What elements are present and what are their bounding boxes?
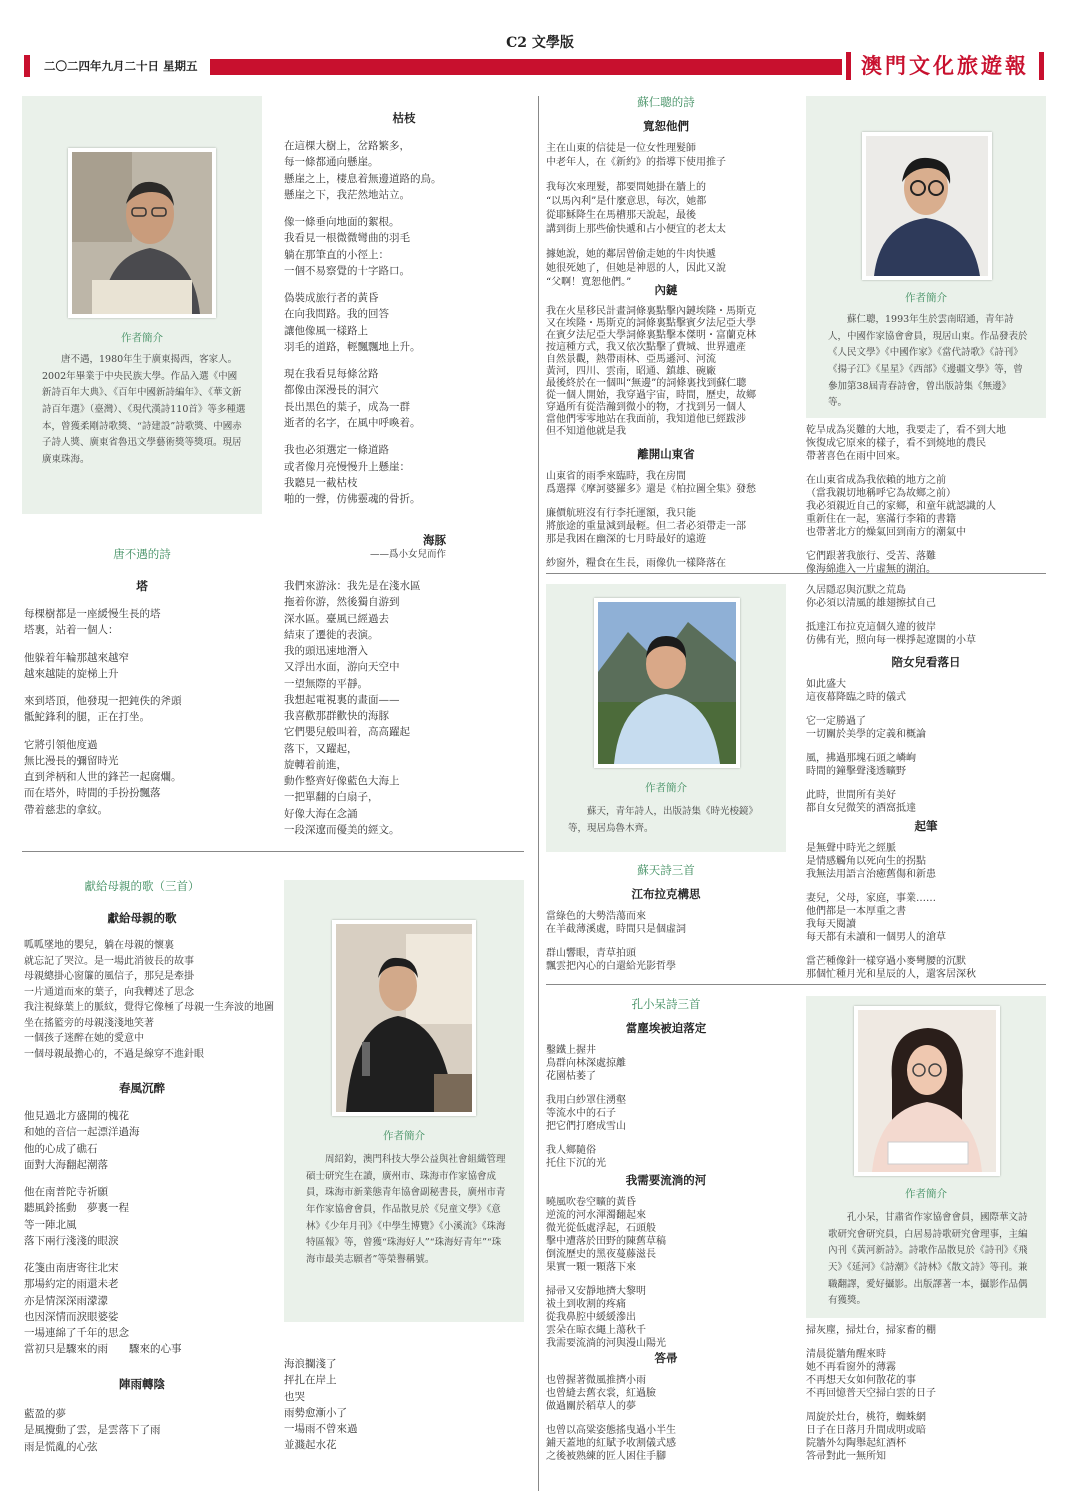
poem-line: 一個孩子迷醉在她的愛意中 [24, 1033, 144, 1044]
poem-line: 是風攪動了雲，是雲落下了雨 [24, 1424, 161, 1437]
poem-line: 帶着慈悲的拿紋。 [24, 803, 108, 816]
poem-line: 來到塔頂，他發現一把鈍佚的斧頭 [24, 695, 182, 708]
bio-title: 作者簡介 [121, 332, 163, 344]
poem-line: 鋪天蓋地的紅賦予收割儀式感 [546, 1438, 676, 1449]
poem-line: 廉價航班沒有行李托運額，我只能 [546, 508, 696, 519]
poem-body [546, 1044, 796, 1170]
poem-line: 她不再看窗外的薄霧 [806, 1362, 896, 1373]
poem-line: 不再想天女如何散花的事 [806, 1375, 916, 1386]
poem-line: 當芒種像針一樣穿過小麥彎腰的沉默 [806, 956, 966, 967]
author-panel-zhou [284, 880, 524, 1322]
date-line: 二〇二四年九月二十日 星期五 [24, 55, 210, 77]
poem-line: 我用白紗罩住湧壑 [546, 1095, 626, 1106]
poem-line: 但不知道他就是我 [546, 426, 626, 437]
poem-line: 抨扎在岸上 [284, 1374, 337, 1387]
poem-line: 做過關於稻草人的夢 [546, 1401, 636, 1412]
poem-line: 等一陣北風 [24, 1218, 77, 1231]
poem-line: 托住下沉的光 [546, 1158, 606, 1169]
column-divider [538, 96, 539, 1491]
poem-body [546, 142, 796, 290]
poem-line: 結束了遷徙的表演。 [284, 628, 379, 641]
poem-line: 都像由深漫長的洞穴 [284, 384, 379, 397]
poem-line: 深水區。臺風已經過去 [284, 612, 389, 625]
poem-line: 越來越陡的旋梯上升 [24, 667, 119, 680]
poem-line: 它一定勝過了 [806, 716, 866, 727]
poem-line: 就忘記了哭泣。是一場此消彼長的故事 [24, 955, 194, 967]
poem-line: 一場連綿了千年的思念 [24, 1327, 129, 1340]
poem-line: 在羊截薄溪處，時間只是個虛詞 [546, 924, 686, 935]
poem-line: 是無聲中時光之經脈 [806, 843, 896, 854]
poem-line: 從耶穌降生在馬槽那天說起，最後 [546, 210, 696, 221]
poem-line: 藍盈的夢 [24, 1408, 66, 1420]
poem-line: 掃帚又安靜地擠大黎明 [546, 1286, 646, 1297]
poem-line: 從一個人開始，我穿過宇宙，時間，歷史，故鄉 [546, 390, 756, 401]
poem-line: 雨是慌亂的心弦 [24, 1440, 98, 1453]
poem-line: 我無法用語言治癒舊傷和新患 [806, 869, 936, 880]
poem-line: 塔裏，站着一個人： [24, 624, 119, 637]
author-bio: 周紹鈞，澳門科技大學公益與社會組織管理碩士研究生在讀，廣州市、珠海市作家協會成員，珠海市新業態青年協會副秘書長，廣州市青年作家協會會員，作品散見於《兒童文學》《意林》《少年月刊》《中學生博覽》《小溪流》《珠海特區報》等，曾獲“珠海好人”“珠海好青年”“珠海市最美志願者”等榮譽稱號。 [306, 1154, 506, 1265]
poem-line: 一個不易察覺的十字路口。 [284, 264, 410, 277]
author-bio: 唐不遇，1980年生于廣東揭西，客家人。2002年畢業于中央民族大學。作品入選《中國新詩百年大典》、《百年中國新詩編年》、《華文新詩百年選》（臺灣）、《現代漢詩110首》等多種選本，曾獲柔剛詩歌獎、“詩建設”詩歌獎、中國赤子詩人獎、廣東省魯迅文學藝術獎等獎項。現居廣東珠海。 [42, 354, 246, 465]
poem-line: 把它們打磨成雪山 [546, 1121, 626, 1132]
poem-title: 春風沉醉 [119, 1081, 165, 1095]
poem-line: 久居隱忍與沉默之荒島 [806, 585, 906, 596]
poem-body [24, 938, 274, 1062]
poem-body [284, 1356, 524, 1454]
poem-line: 我必須親近自己的家鄉，和童年就認識的人 [806, 501, 996, 512]
poem-body [24, 606, 264, 818]
header-rule [210, 59, 842, 75]
poem-title: 我需要流淌的河 [625, 1173, 707, 1187]
author-photo [862, 132, 992, 280]
poem-line: 我在火星移民計畫詞條裏點擊內鏈埃隆・馬斯克 [546, 306, 756, 317]
poem-line: 當他們零零地站在我面前，我知道他已經跋涉 [546, 414, 746, 425]
poem-line: 它們嬰兒般叫着，高高躍起 [284, 726, 410, 739]
poem-line: 母親總掛心窗簾的風信子，那兒是牽掛 [24, 971, 194, 982]
row-divider [546, 984, 1046, 985]
poem-line: 一片通道而來的葉子，向我轉述了思念 [24, 986, 194, 998]
poem-line: 爲選擇《摩訶婆羅多》還是《柏拉圖全集》發愁 [546, 484, 756, 495]
poem-line: 這夜幕降臨之時的儀式 [806, 692, 906, 703]
poem-line: 掃灰塵，掃灶台，掃家畜的棚 [806, 1325, 936, 1336]
poem-line: 講到街上那些偷快遞和占小便宜的老太太 [546, 224, 726, 235]
poem-line: 恢復成它原來的樣子，看不到燒地的農民 [806, 438, 986, 449]
poem-line: 將旅途的重量減到最輕。但二者必須帶走一部 [546, 521, 746, 532]
poem-line: 在山東省成為我依賴的地方之前 [806, 475, 946, 486]
poem-line: 旋轉着前進， [284, 758, 347, 771]
poem-line: 風，拂過那塊石頭之嶙峋 [806, 753, 916, 764]
poem-line: 躺在那筆直的小徑上： [284, 248, 389, 261]
poem-line: 落下，又躍起， [284, 742, 358, 755]
poem-line: 我聽見一截枯枝 [284, 476, 358, 489]
poem-line: 按這種方式，我又依次點擊了費城、世界遺產 [546, 342, 746, 353]
poem-line: 鳥群向林深處掠離 [546, 1058, 626, 1069]
poem-line: 拖着你游，然後獨自游到 [284, 596, 400, 609]
poem-line: 帶著喜色在雨中回來。 [806, 451, 906, 462]
author-bio: 蘇仁聰，1993年生於雲南昭通，青年詩人，中國作家協會會員，現居山東。作品發表於《人民文學》《中國作家》《當代詩歌》《詩刊》《揚子江》《星星》《西部》《邊疆文學》等，曾參加第38屆青春詩會，曾出版詩集《無邊》等。 [828, 314, 1028, 409]
author-panel-kong [806, 996, 1046, 1318]
poem-line: 羽毛的道路，輕飄飄地上升。 [284, 340, 421, 353]
poem-line: 曉風吹卷空曠的黃昏 [546, 1197, 636, 1208]
poem-line: 我喜歡那群歡快的海豚 [284, 710, 389, 723]
poem-line: 花箋由南唐寄往北宋 [24, 1262, 119, 1275]
poem-line: 那個忙種月光和星辰的人，還客居深秋 [806, 969, 976, 980]
poem-line: 當初只是驟來的雨 驟來的心事 [24, 1343, 182, 1356]
bio-title: 作者簡介 [383, 1130, 425, 1142]
bio-title: 作者簡介 [905, 292, 947, 304]
poem-line: 妻兒，父母，家庭，事業…… [806, 893, 936, 904]
poem-line: 據她說，她的鄰居曾偷走她的牛肉快遞 [546, 249, 716, 260]
poem-title: 塔 [136, 579, 148, 593]
poem-line: 海浪攔淺了 [284, 1358, 337, 1370]
poem-line: 最後終於在一個叫“無邊”的詞條裏找到蘇仁聰 [546, 378, 747, 389]
poem-line: 不再回憶普天空掃白雲的日子 [806, 1388, 936, 1399]
portrait-illustration [336, 924, 472, 1112]
poem-line: 他在南普陀寺祈願 [24, 1186, 108, 1199]
author-bio: 蘇天，青年詩人，出版詩集《時光梭鏡》等，現居烏魯木齊。 [568, 806, 759, 834]
poem-line: 自然景觀，熱帶雨林、亞馬遜河、河流 [546, 354, 716, 365]
poem-line: 那場約定的雨還未老 [24, 1278, 119, 1291]
poem-line: 也曾以高粱姿態搖曳過小半生 [546, 1425, 676, 1436]
poem-line: 祓土到收割的疼痛 [546, 1299, 626, 1310]
poem-line: 我也必須選定一條道路 [284, 444, 389, 457]
section-title: 唐不遇的詩 [113, 547, 171, 561]
poem-title: 當塵埃被迫落定 [625, 1021, 707, 1035]
poem-line: 紗窗外，糧食在生長，雨像仇一樣降落在 [546, 558, 726, 569]
poem-line: 他們都是一本厚重之書 [806, 906, 906, 917]
poem-body [546, 470, 796, 570]
poem-line: 又在埃隆・馬斯克的詞條裏點擊賓夕法尼亞大學 [546, 318, 756, 329]
author-photo [594, 598, 740, 768]
poem-line: “父啊！寬恕他們。” [546, 277, 632, 288]
poem-line: 穿過所有從浩瀚到微小的物，才找到另一個人 [546, 402, 746, 413]
poem-line: 在向我問路。我的回答 [284, 308, 389, 321]
poem-line: 鑿鐵上握井 [546, 1045, 596, 1056]
poem-line: 當綠色的大勢浩蕩而來 [546, 911, 646, 922]
poem-line: 每一條都通向懸崖。 [284, 156, 379, 169]
poem-line: 院牆外勾陶舉起紅酒杯 [806, 1438, 906, 1449]
poem-line: 每天都有未讀和一個男人的滄草 [806, 932, 946, 943]
poem-line: 中老年人，在《新約》的指導下使用推子 [546, 157, 726, 168]
poem-line: 現在我看見每條岔路 [284, 368, 379, 381]
poem-line: 微光從低處浮起，石頭般 [546, 1223, 656, 1234]
poem-line: 山東省的雨季來臨時，我在房間 [546, 471, 686, 482]
poem-title: 起筆 [914, 819, 938, 833]
poem-body [546, 306, 796, 438]
poem-line: 懸崖之上，棲息着無邊道路的鳥。 [284, 172, 442, 185]
poem-title: 離開山東省 [637, 447, 695, 461]
poem-line: 我看見一根微微彎曲的羽毛 [284, 232, 410, 245]
poem-line: 我們來游泳：我先是在淺水區 [284, 580, 421, 592]
poem-line: 都自女兒微笑的酒窩抵達 [806, 803, 916, 814]
poem-body [806, 842, 1056, 981]
author-panel-tang [22, 96, 262, 514]
poem-line: 日子在日落月升間成明或暗 [806, 1425, 926, 1436]
author-panel-sutian [546, 584, 786, 852]
poem-line: 長出黑色的葉子，成為一群 [284, 400, 410, 413]
poem-body [24, 1108, 274, 1358]
poem-body [806, 584, 1056, 647]
poem-line: 直到斧柄和人世的鋒芒一起腐爛。 [24, 771, 182, 784]
poem-line: 也曾握著微風推擠小雨 [546, 1375, 646, 1386]
poem-line: 黃河，四川、雲南，昭通、鎮雄、碗廠 [546, 366, 716, 377]
poem-line: 而在塔外，時間的手扮扮飄落 [24, 787, 161, 800]
poem-line: 像一條垂向地面的絮根。 [284, 216, 400, 229]
poem-line: 飄雲把內心的白還給光影哲學 [546, 961, 676, 972]
poem-line: 從我鼻腔中緩緩滲出 [546, 1312, 636, 1323]
poem-line: 一場雨不曾來過 [284, 1423, 358, 1436]
poem-line: 我需要流淌的河與漫山陽光 [546, 1338, 666, 1349]
poem-line: 逆流的河水渾濁翻起來 [546, 1210, 646, 1221]
poem-line: 周旋於灶台，桃符，蜘蛛網 [806, 1412, 926, 1423]
poem-line: 也帶著北方的燥氣回到南方的潮氣中 [806, 527, 966, 538]
poem-line: 好像大海在念誦 [284, 807, 358, 820]
poem-title: 海豚 [423, 533, 446, 547]
poem-line: 如此盛大 [806, 679, 846, 690]
poem-line: （當我親切地稱呼它為故鄉之前） [806, 488, 956, 499]
poem-line: 我人鄉隨俗 [546, 1145, 596, 1156]
poem-line: 我的頭迅速地潛入 [284, 645, 368, 658]
section-title: 蘇仁聰的詩 [637, 95, 695, 109]
poem-line: 像海綿進入一片虛無的湖泊。 [806, 564, 936, 575]
poem-body [24, 1406, 274, 1455]
poem-line: 一望無際的平靜。 [284, 677, 368, 690]
poem-body [806, 1324, 1056, 1463]
poem-title: 陣雨轉陰 [119, 1377, 165, 1391]
poem-line: 群山響眼，青草拍頭 [546, 948, 636, 959]
poem-line: 逝者的名字，在風中呼喚着。 [284, 416, 421, 429]
author-bio: 孔小呆，甘肅省作家協會會員，國際華文詩歌研究會研究員，白居易詩歌研究會理事，主編內刊《黃河新詩》。詩歌作品散見於《詩刊》《飛天》《延河》《詩潮》《詩林》《散文詩》等刊。兼職翻譯，愛好攝影。出版譯著一本，攝影作品偶有獲獎。 [828, 1212, 1028, 1307]
poem-line: 偽裝成旅行者的黃昏 [284, 292, 379, 305]
poem-line: 也哭 [284, 1390, 305, 1403]
author-photo [332, 920, 476, 1116]
poem-line: 並濺起水花 [284, 1439, 337, 1452]
poem-line: 清晨從牆角醒來時 [806, 1349, 886, 1360]
poem-title: 獻給母親的歌 [107, 911, 177, 925]
poem-title: 枯枝 [392, 111, 416, 125]
poem-title: 陪女兒看落日 [891, 655, 961, 669]
poem-body [284, 578, 524, 838]
poem-line: 我每天閱讀 [806, 919, 856, 930]
poem-line: 亦是情深深雨濛濛 [24, 1294, 108, 1307]
poem-line: 在這棵大樹上，岔路繁多， [284, 140, 410, 152]
poem-line: 倒流歷史的黑夜蔓藤滋長 [546, 1249, 656, 1260]
poem-line: 我每次來理髮，都要問她掛在牆上的 [546, 182, 706, 193]
poem-line: 仿佛有光，照向每一棵掙起遼闊的小草 [806, 635, 976, 646]
poem-line: 是情感觸角以死向生的拐點 [806, 856, 926, 867]
newspaper-logo: 澳門文化旅遊報 [846, 52, 1044, 80]
poem-line: 乾旱成為災難的大地，我要走了，看不到大地 [806, 425, 1006, 436]
poem-line: 啪的一聲，仿佛靈魂的骨折。 [284, 493, 421, 506]
poem-line: 花園枯萎了 [546, 1071, 596, 1082]
section-title: 獻給母親的歌（三首） [84, 879, 200, 893]
poem-line: 呱呱墜地的嬰兒，躺在母親的懷裏 [24, 940, 174, 951]
portrait-illustration [858, 1010, 996, 1172]
bio-title: 作者簡介 [645, 782, 687, 794]
poem-line: 讓他像風一樣路上 [284, 324, 368, 337]
poem-line: 坐在搖籃旁的母親淺淺地笑著 [24, 1017, 154, 1029]
poem-line: “以馬內利”是什麼意思，每次，她都 [546, 196, 707, 207]
portrait-illustration [598, 602, 736, 764]
poem-line: 一段深遼而優美的經文。 [284, 823, 400, 836]
poem-body [546, 910, 796, 973]
poem-line: 骶鮀鋒利的腿，正在打坐。 [24, 711, 150, 724]
poem-body [806, 678, 1056, 815]
poem-line: 她很死她了，但她是神恩的人，因此又說 [546, 263, 726, 274]
poem-line: 落下兩行淺淺的眼淚 [24, 1234, 119, 1247]
poem-line: 之後被熟練的匠人困住手腳 [546, 1451, 666, 1462]
poem-line: 抵達江布拉克這個久違的彼岸 [806, 622, 936, 633]
poem-subtitle: ——爲小女兒而作 [369, 549, 446, 560]
poem-line: 也因深情而淚眼婆娑 [24, 1310, 119, 1323]
poem-line: 等流水中的石子 [546, 1108, 616, 1119]
poem-line: 他躲着年輪那越來越窄 [24, 651, 129, 664]
poem-title: 內鏈 [654, 283, 678, 297]
poem-line: 也曾縫去舊衣裳，紅過臉 [546, 1388, 656, 1399]
poem-line: 聽風鈴搖動 夢裏一程 [24, 1202, 129, 1215]
poem-line: 無比漫長的彌留時光 [24, 754, 119, 767]
poem-line: 又浮出水面，游向天空中 [284, 661, 400, 674]
poem-line: 雲朵在晾衣繩上蕩秋千 [546, 1325, 646, 1336]
poem-line: 在賓夕法尼亞大學詞條裏點擊本傑明・富蘭克林 [546, 330, 756, 341]
poem-body [806, 424, 1056, 576]
section-title: 孔小呆詩三首 [631, 997, 701, 1011]
poem-title: 答帚 [654, 1351, 678, 1365]
poem-line: 或者像月亮慢慢升上懸崖： [284, 460, 410, 473]
portrait-illustration [866, 136, 988, 276]
poem-title: 寬恕他們 [643, 119, 689, 133]
poem-body [546, 1374, 796, 1463]
poem-title: 江布拉克構思 [631, 887, 701, 901]
poem-line: 懸崖之下，我茫然地站立。 [284, 188, 410, 201]
poem-line: 此時，世間所有美好 [806, 790, 896, 801]
poem-line: 一個母親最擔心的，不過是線穿不進針眼 [24, 1048, 204, 1060]
poem-line: 答帚對此一無所知 [806, 1451, 886, 1462]
portrait-illustration [72, 152, 212, 314]
poem-line: 和她的音信一起漂洋過海 [24, 1126, 140, 1139]
poem-line: 你必須以清風的雄翅擦拭自己 [806, 598, 936, 609]
author-photo [68, 148, 216, 318]
author-photo [854, 1006, 1000, 1176]
poem-body [284, 138, 524, 507]
poem-line: 時間的鐘擊聲淺透曠野 [806, 766, 906, 777]
poem-body [546, 1196, 796, 1350]
poem-line: 那是我困在幽深的七月時最好的遠遊 [546, 534, 706, 545]
poem-line: 擊中遭落於田野的陳舊草稿 [546, 1236, 666, 1247]
section-label: C2 文學版 [506, 35, 574, 51]
poem-line: 每棵樹都是一座緩慢生長的塔 [24, 608, 161, 620]
poem-line: 重新住在一起，塞滿行李箱的書籍 [806, 514, 956, 525]
poem-line: 面對大海翻起潮落 [24, 1158, 108, 1171]
row-divider [22, 851, 524, 852]
poem-line: 他的心成了礁石 [24, 1142, 98, 1155]
poem-line: 它將引領他度過 [24, 738, 98, 751]
poem-line: 雨勢愈漸小了 [284, 1406, 347, 1419]
poem-line: 主在山東的信徒是一位女性理髮師 [546, 143, 696, 154]
poem-line: 他見過北方盛開的槐花 [24, 1110, 129, 1122]
bio-title: 作者簡介 [905, 1188, 947, 1200]
poem-line: 動作整齊好像藍色大海上 [284, 775, 400, 788]
poem-line: 我注視綠葉上的脈紋，覺得它像極了母親一生奔波的地圖 [24, 1002, 274, 1013]
poem-line: 一把單翻的白扇子， [284, 791, 379, 804]
poem-line: 我想起電視裏的畫面—— [284, 693, 400, 706]
poem-line: 它們跟著我旅行、受苦、落難 [806, 551, 936, 562]
author-panel-su [806, 96, 1046, 418]
section-title: 蘇天詩三首 [637, 863, 695, 877]
poem-line: 一切關於美學的定義和概論 [806, 729, 926, 740]
poem-line: 果實一顆一顆落下來 [546, 1262, 636, 1273]
